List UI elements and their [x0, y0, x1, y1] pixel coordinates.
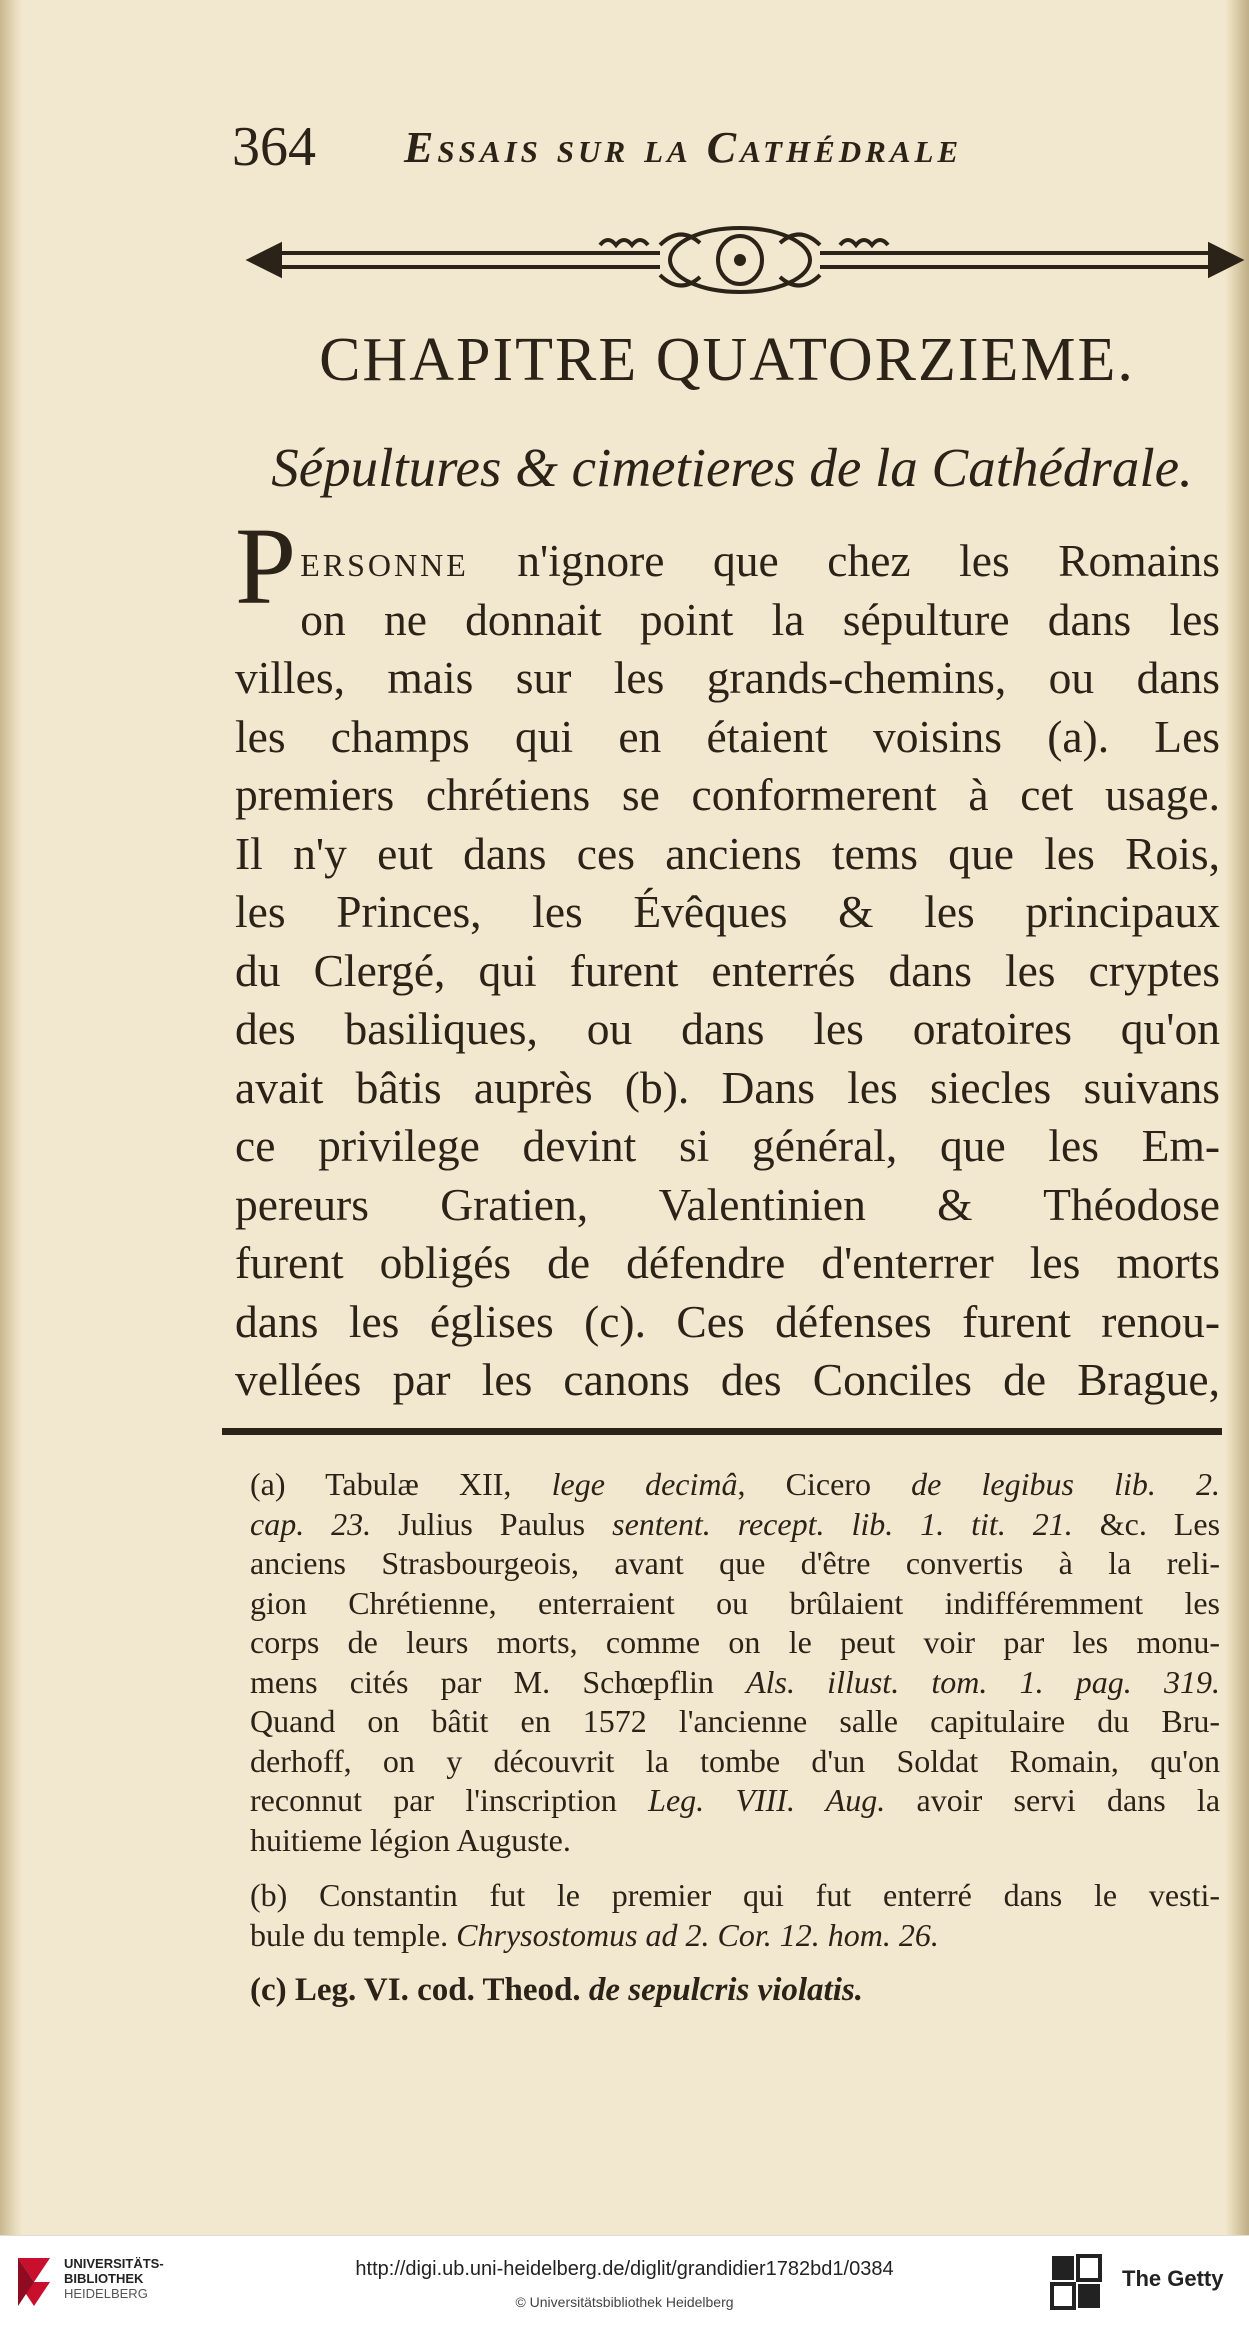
page-left-edge	[0, 0, 22, 2235]
fn-italic: lege decimâ	[551, 1466, 738, 1502]
page-number: 364	[232, 116, 316, 178]
body-line: du Clergé, qui furent enterrés dans les cryptes	[235, 944, 1220, 996]
line1-rest: n'ignore que chez les Romains	[468, 535, 1220, 586]
fn-text: mens cités par M. Schœpflin	[250, 1663, 747, 1700]
footnote-b-line	[250, 1916, 1220, 1956]
footnote-a-line	[250, 1465, 1220, 1505]
chapter-title: CHAPITRE QUATORZIEME.	[319, 326, 1135, 394]
drop-cap: P	[235, 505, 297, 627]
body-line: vellées par les canons des Conciles de Brague,	[235, 1354, 1220, 1405]
body-text	[235, 505, 1220, 1410]
body-line: premiers chrétiens se conformerent à cet usage.	[235, 769, 1220, 820]
body-line: villes, mais sur les grands-chemins, ou dans	[235, 652, 1220, 703]
getty-logo-icon	[1048, 2252, 1104, 2312]
fn-text: reconnut par l'inscription	[250, 1782, 649, 1818]
fn-text: bule du temple.	[250, 1916, 457, 1953]
getty-name: The Getty	[1122, 2266, 1224, 2291]
library-line: UNIVERSITÄTS-	[64, 2256, 164, 2271]
body-line: Il n'y eut dans ces anciens tems que les Rois,	[235, 827, 1220, 879]
footnote-a-line: corps de leurs morts, comme on le peut voir par les monu-	[250, 1624, 1220, 1660]
body-line: dans les églises (c). Ces défenses furent renou-	[235, 1295, 1220, 1347]
chapter-subtitle: Sépultures & cimetieres de la Cathédrale.	[271, 437, 1193, 498]
footnote-gap	[250, 1955, 1220, 1971]
footnote-rule	[222, 1428, 1222, 1435]
fn-italic: cap. 23.	[250, 1505, 372, 1542]
footnote-a-line: Quand on bâtit en 1572 l'ancienne salle capitulaire du Bru-	[250, 1703, 1220, 1739]
footnote-gap	[250, 1860, 1220, 1876]
footnote-a-line	[250, 1781, 1220, 1821]
body-line: pereurs Gratien, Valentinien & Théodose	[235, 1178, 1220, 1230]
library-line: HEIDELBERG	[64, 2286, 148, 2301]
running-title: Essais sur la Cathédrale	[404, 123, 963, 172]
body-line: les champs qui en étaient voisins (a). Les	[235, 710, 1220, 762]
running-header	[232, 112, 1212, 182]
fn-text: , Cicero	[737, 1466, 912, 1502]
fn-italic: Chrysostomus ad 2. Cor. 12. hom. 26.	[456, 1916, 939, 1953]
footnotes	[250, 1465, 1220, 2011]
footnote-a-line: gion Chrétienne, enterraient ou brûlaient indifféremment les	[250, 1584, 1220, 1621]
footnote-a-line: derhoff, on y découvrit la tombe d'un Soldat Romain, qu'on	[250, 1742, 1220, 1779]
body-line: les Princes, les Évêques & les principaux	[235, 886, 1220, 937]
viewer-footer	[0, 2235, 1249, 2326]
first-word-rest: ersonne	[300, 535, 469, 586]
fn-text: avoir servi dans la	[885, 1782, 1221, 1818]
footnote-a-line: anciens Strasbourgeois, avant que d'être convertis à la reli-	[250, 1545, 1220, 1581]
footnote-a-line	[250, 1505, 1220, 1545]
fn-text: (c) Leg. VI. cod. Theod.	[250, 1972, 589, 2008]
body-line: ce privilege devint si général, que les Em-	[235, 1120, 1220, 1171]
body-line: furent obligés de défendre d'enterrer les morts	[235, 1237, 1220, 1288]
page-right-edge	[1225, 0, 1249, 2235]
body-line: on ne donnait point la sépulture dans les	[300, 593, 1220, 645]
fn-text: Julius Paulus	[371, 1505, 613, 1542]
copyright-text: © Universitätsbibliothek Heidelberg	[515, 2294, 734, 2310]
library-line: BIBLIOTHEK	[64, 2271, 144, 2286]
permalink-url[interactable]: http://digi.ub.uni-heidelberg.de/diglit/grandidier1782bd1/0384	[355, 2258, 894, 2280]
fn-italic: Als. illust. tom. 1. pag. 319.	[746, 1663, 1221, 1700]
fn-italic: de sepulcris violatis.	[588, 1972, 863, 2008]
fn-text: (a) Tabulæ XII,	[250, 1466, 552, 1502]
body-line: des basiliques, ou dans les oratoires qu'on	[235, 1003, 1220, 1054]
footnote-c-line	[250, 1971, 1220, 2011]
fn-italic: sentent. recept. lib. 1. tit. 21.	[612, 1505, 1073, 1542]
fn-italic: de legibus lib. 2.	[911, 1466, 1221, 1502]
fn-italic: Leg. VIII. Aug.	[648, 1782, 886, 1818]
footnote-a-line: huitieme légion Auguste.	[250, 1821, 571, 1858]
fn-text: &c. Les	[1072, 1505, 1221, 1542]
footnote-a-line	[250, 1663, 1220, 1703]
footnote-b-line: (b) Constantin fut le premier qui fut enterré dans le vesti-	[250, 1877, 1220, 1913]
body-line: avait bâtis auprès (b). Dans les siecles suivans	[235, 1061, 1220, 1113]
ornament-rule-icon	[240, 215, 1249, 305]
